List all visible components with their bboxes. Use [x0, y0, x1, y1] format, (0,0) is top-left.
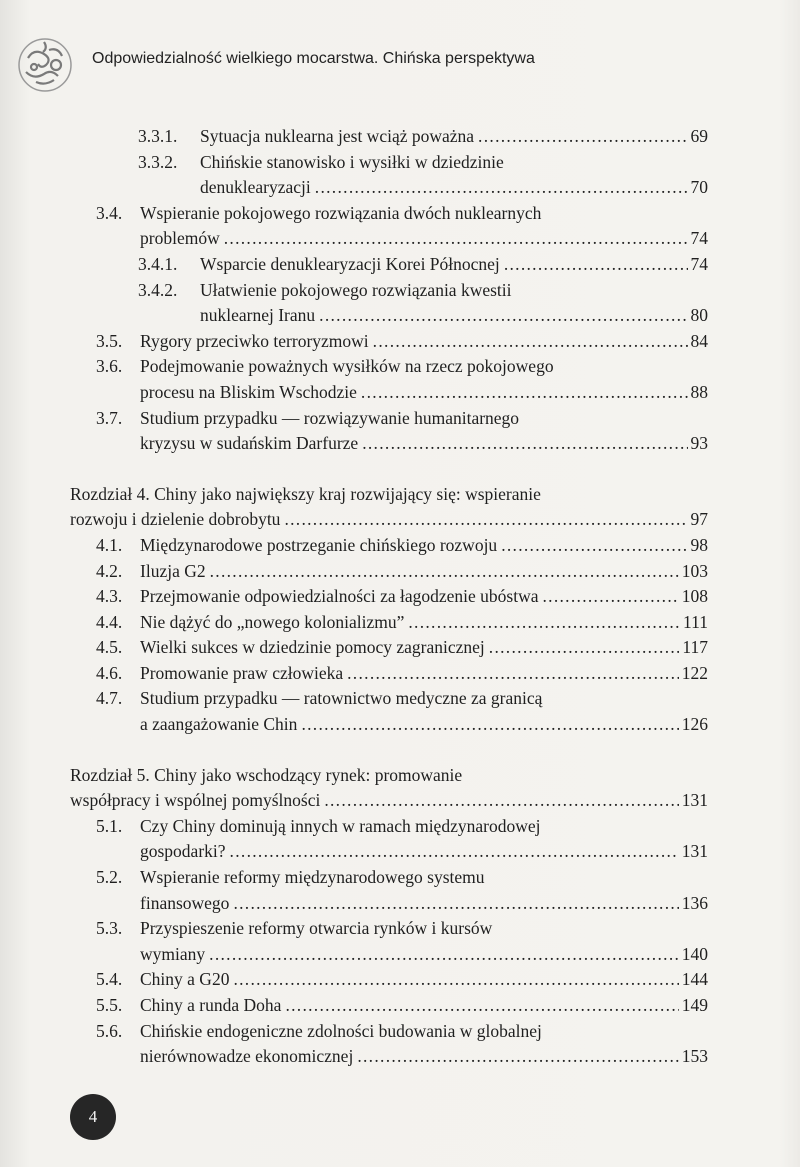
toc-page-number: 69: [690, 126, 708, 146]
dot-leader: [284, 507, 687, 533]
toc-page-number: 126: [681, 714, 708, 735]
toc-entry-title: Przejmowanie odpowiedzialności za łagodzenie ubóstwa: [140, 586, 539, 607]
toc-line: [70, 763, 708, 789]
toc-page-number: 84: [690, 330, 708, 351]
dot-leader: [357, 1044, 678, 1070]
toc-entry-title: Chińskie endogeniczne zdolności budowania w globalnej: [140, 1020, 542, 1041]
dot-leader: [301, 712, 678, 738]
toc-entry-number: 3.3.1.: [138, 126, 178, 146]
toc-entry-number: 5.4.: [96, 969, 123, 990]
toc-entry: [70, 329, 708, 355]
toc-entry: [70, 993, 708, 1019]
toc-entry-number: 5.5.: [96, 995, 123, 1015]
dot-leader: [361, 380, 688, 406]
toc-entry: [70, 201, 708, 252]
toc-entry-number: 3.6.: [96, 356, 123, 377]
toc-entry-title: Promowanie praw człowieka: [140, 662, 344, 683]
toc-line: [70, 993, 708, 1019]
toc-entry-title: współpracy i wspólnej pomyślności: [70, 790, 321, 811]
dot-leader: [319, 303, 687, 329]
toc-entry: [70, 252, 708, 278]
toc-page-number: 108: [681, 586, 708, 607]
toc-entry-title: denuklearyzacji: [200, 177, 311, 198]
toc-line: [70, 431, 708, 457]
toc-entry-title: kryzysu w sudańskim Darfurze: [140, 433, 359, 454]
toc-entry-title: finansowego: [140, 892, 230, 913]
toc-line: [70, 507, 708, 533]
toc-line: [70, 226, 708, 252]
toc-line: [70, 533, 708, 559]
running-title: Odpowiedzialność wielkiego mocarstwa. Chińska perspektywa: [92, 50, 535, 67]
toc-page-number: 149: [681, 995, 708, 1015]
toc-entry: [70, 533, 708, 559]
toc-entry-number: 5.2.: [96, 867, 123, 888]
toc-entry-title: Studium przypadku — ratownictwo medyczne za granicą: [140, 688, 543, 709]
dot-leader: [210, 559, 679, 585]
toc-line: [70, 124, 708, 150]
toc-line: [70, 329, 708, 355]
toc-entry-title: rozwoju i dzielenie dobrobytu: [70, 509, 281, 530]
toc-line: [70, 788, 708, 814]
toc-line: [70, 354, 708, 380]
toc-page-number: 117: [682, 637, 708, 658]
toc-page-number: 153: [681, 1046, 708, 1067]
toc-page-number: 122: [681, 662, 708, 683]
toc-entry: [70, 686, 708, 737]
toc-page-number: 103: [681, 560, 708, 581]
toc-line: [70, 278, 708, 304]
toc-page-number: 131: [681, 841, 708, 862]
dot-leader: [504, 252, 688, 278]
toc-entry-title: nuklearnej Iranu: [200, 305, 316, 326]
toc-entry-title: nierównowadze ekonomicznej: [140, 1046, 354, 1067]
toc-entry-number: 3.7.: [96, 407, 123, 428]
toc-entry-title: Podejmowanie poważnych wysiłków na rzecz pokojowego: [140, 356, 554, 377]
toc-entry-title: procesu na Bliskim Wschodzie: [140, 381, 357, 402]
toc-line: [70, 891, 708, 917]
dot-leader: [324, 788, 678, 814]
toc-entry: [70, 763, 708, 814]
toc-entry: [70, 1019, 708, 1070]
toc-entry-number: 5.1.: [96, 815, 123, 836]
dot-leader: [408, 610, 680, 636]
toc-page-number: 88: [690, 381, 708, 402]
toc-page-number: 97: [690, 509, 708, 530]
toc-line: [70, 686, 708, 712]
dot-leader: [233, 891, 678, 917]
toc-entry-title: Wspieranie pokojowego rozwiązania dwóch nuklearnych: [140, 202, 542, 223]
toc-line: [70, 610, 708, 636]
toc-entry-title: Rozdział 4. Chiny jako największy kraj rozwijający się: wspieranie: [70, 483, 541, 504]
toc-entry: [70, 967, 708, 993]
toc-entry-title: Sytuacja nuklearna jest wciąż poważna: [200, 126, 475, 146]
toc-line: [70, 1019, 708, 1045]
toc-page-number: 140: [681, 943, 708, 964]
dot-leader: [542, 584, 678, 610]
toc-entry-number: 4.3.: [96, 586, 123, 607]
toc-line: [70, 661, 708, 687]
toc-page-number: 111: [683, 611, 708, 632]
dot-leader: [347, 661, 679, 687]
toc-entry: [70, 124, 708, 150]
toc-line: [70, 712, 708, 738]
toc-page-number: 70: [690, 177, 708, 198]
toc-page-number: 80: [690, 305, 708, 326]
toc-page-number: 98: [690, 534, 708, 555]
toc-line: [70, 252, 708, 278]
toc-entry-number: 4.5.: [96, 637, 123, 658]
toc-entry-number: 3.5.: [96, 330, 123, 351]
toc-entry-title: Międzynarodowe postrzeganie chińskiego rozwoju: [140, 534, 498, 555]
toc-entry-number: 3.4.2.: [138, 279, 178, 300]
dot-leader: [233, 967, 678, 993]
toc-entry: [70, 559, 708, 585]
toc-entry: [70, 865, 708, 916]
toc-entry: [70, 482, 708, 533]
toc-line: [70, 916, 708, 942]
toc-page-number: 144: [681, 969, 708, 990]
toc-entry-title: problemów: [140, 228, 220, 249]
toc-line: [70, 635, 708, 661]
toc-entry: [70, 406, 708, 457]
toc-line: [70, 865, 708, 891]
dot-leader: [230, 839, 679, 865]
toc-line: [70, 814, 708, 840]
toc-entry-number: 4.4.: [96, 611, 123, 632]
toc-line: [70, 1044, 708, 1070]
toc-line: [70, 150, 708, 176]
toc-entry-title: Rozdział 5. Chiny jako wschodzący rynek: promowanie: [70, 764, 463, 785]
toc-entry-number: 5.6.: [96, 1020, 123, 1041]
dot-leader: [224, 226, 688, 252]
toc-line: [70, 584, 708, 610]
toc-line: [70, 406, 708, 432]
toc-entry: [70, 278, 708, 329]
toc-entry-title: Wsparcie denuklearyzacji Korei Północnej: [200, 253, 500, 274]
toc-entry-title: Chiny a runda Doha: [140, 995, 282, 1015]
toc-line: [70, 175, 708, 201]
toc-entry-title: Czy Chiny dominują innych w ramach międzynarodowej: [140, 815, 541, 836]
toc-entry: [70, 354, 708, 405]
toc-line: [70, 967, 708, 993]
toc-entry-title: Ułatwienie pokojowego rozwiązania kwestii: [200, 279, 512, 300]
toc-page-number: 74: [690, 253, 708, 274]
toc-line: [70, 839, 708, 865]
toc-entry-title: wymiany: [140, 943, 206, 964]
toc-line: [70, 942, 708, 968]
toc-entry-number: 4.2.: [96, 560, 123, 581]
toc-entry-title: Rygory przeciwko terroryzmowi: [140, 330, 369, 351]
toc-line: [70, 380, 708, 406]
dot-leader: [285, 993, 678, 1019]
dot-leader: [501, 533, 687, 559]
toc-line: [70, 201, 708, 227]
page-number-badge: 4: [70, 1094, 116, 1140]
dot-leader: [362, 431, 687, 457]
toc-entry-number: 4.1.: [96, 534, 123, 555]
toc-entry-title: a zaangażowanie Chin: [140, 714, 298, 735]
toc-entry-title: Wielki sukces w dziedzinie pomocy zagranicznej: [140, 637, 485, 658]
toc-entry: [70, 610, 708, 636]
toc-line: [70, 559, 708, 585]
toc-entry-number: 3.4.: [96, 202, 123, 223]
toc-entry: [70, 635, 708, 661]
toc-page-number: 136: [681, 892, 708, 913]
toc-line: [70, 482, 708, 508]
toc-entry-title: Studium przypadku — rozwiązywanie humanitarnego: [140, 407, 520, 428]
toc-entry-number: 4.6.: [96, 662, 123, 683]
toc-entry-title: Iluzja G2: [140, 560, 206, 581]
ornament-icon: [14, 34, 76, 96]
toc-entry-title: gospodarki?: [140, 841, 226, 862]
toc-entry-title: Wspieranie reformy międzynarodowego systemu: [140, 867, 485, 888]
toc-page-number: 93: [690, 433, 708, 454]
toc-entry-title: Chiny a G20: [140, 969, 230, 990]
page-header: [14, 30, 784, 96]
toc-entry-title: Chińskie stanowisko i wysiłki w dziedzinie: [200, 151, 504, 172]
toc-page-number: 74: [690, 228, 708, 249]
toc-entry-number: 3.4.1.: [138, 253, 178, 274]
dot-leader: [373, 329, 688, 355]
toc-entry-number: 4.7.: [96, 688, 123, 709]
toc-entry: [70, 814, 708, 865]
toc-line: [70, 303, 708, 329]
dot-leader: [315, 175, 688, 201]
toc-entry: [70, 150, 708, 201]
dot-leader: [489, 635, 680, 661]
toc-entry: [70, 584, 708, 610]
toc-entry-number: 3.3.2.: [138, 151, 178, 172]
table-of-contents: [70, 124, 708, 1070]
toc-entry-title: Przyspieszenie reformy otwarcia rynków i kursów: [140, 918, 493, 939]
dot-leader: [209, 942, 679, 968]
toc-entry-number: 5.3.: [96, 918, 123, 939]
toc-entry-title: Nie dążyć do „nowego kolonializmu”: [140, 611, 405, 632]
dot-leader: [478, 124, 687, 150]
toc-entry: [70, 916, 708, 967]
toc-entry: [70, 661, 708, 687]
toc-page-number: 131: [681, 790, 708, 811]
